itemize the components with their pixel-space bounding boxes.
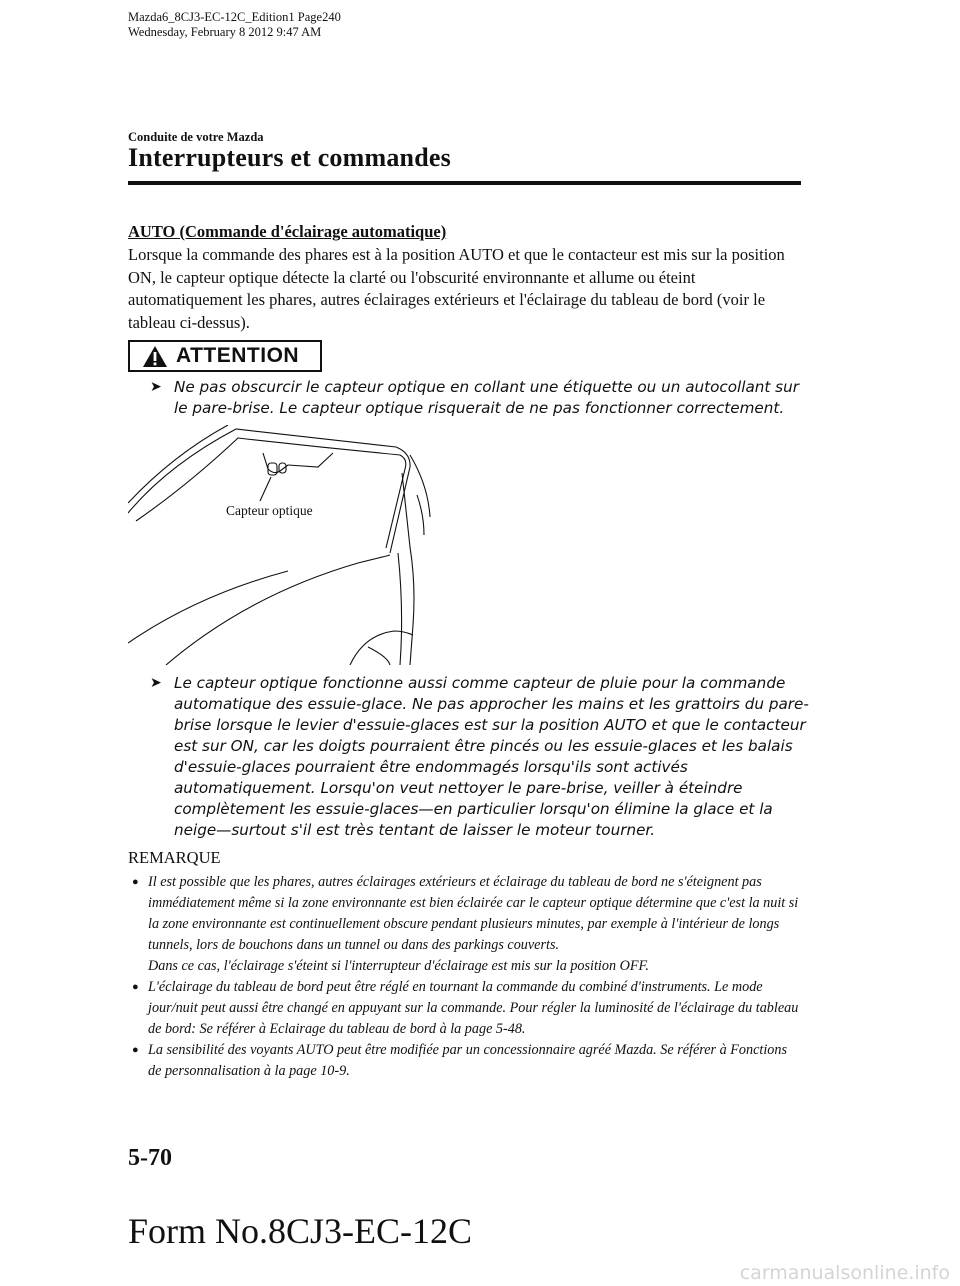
page-title: Interrupteurs et commandes — [128, 143, 451, 172]
print-header-date: Wednesday, February 8 2012 9:47 AM — [128, 25, 322, 39]
note-text: L'éclairage du tableau de bord peut être réglé en tournant la commande du combiné d'instruments. Le mode jour/nuit peut aussi être changé en appuyant sur la commande. Pour régler la luminosité de l'éclairage du tableau de bord: Se référer à Eclairage du tableau de bord à la page 5-48. — [148, 979, 799, 1037]
remarque-title: REMARQUE — [128, 848, 221, 867]
remarque-list — [128, 872, 803, 1082]
arrow-bullet-icon: ➤ — [150, 675, 162, 691]
bullet-icon: ● — [132, 1044, 139, 1056]
bullet-icon: ● — [132, 876, 139, 888]
print-header — [128, 10, 341, 40]
attention-text: Le capteur optique fonctionne aussi comme capteur de pluie pour la commande automatique des essuie-glace. Ne pas approcher les mains et les grattoirs du pare-brise lorsque le levier d'essuie-glaces est sur la position AUTO et que le contacteur est sur ON, car les doigts pourraient être pincés ou les essuie-glaces et les balais d'essuie-glaces pourraient être endommagés lorsqu'ils sont activés automatiquement. Lorsqu'on veut nettoyer le pare-brise, veiller à éteindre complètement les essuie-glaces—en particulier lorsqu'on élimine la glace et la neige—surtout s'il est très tentant de laisser le moteur tourner. — [174, 674, 809, 839]
attention-item-1 — [150, 377, 810, 419]
list-item — [128, 1040, 803, 1082]
body-paragraph: Lorsque la commande des phares est à la position AUTO et que le contacteur est mis sur la position ON, le capteur optique détecte la clarté ou l'obscurité environnante et allume ou éteint automatiquement les phares, autres éclairages extérieurs et l'éclairage du tableau de bord (voir le tableau ci-dessus). — [128, 245, 785, 332]
form-number: Form No.8CJ3-EC-12C — [128, 1211, 473, 1251]
note-extra-text: Dans ce cas, l'éclairage s'éteint si l'interrupteur d'éclairage est mis sur la position OFF. — [148, 958, 649, 974]
windshield-illustration — [128, 425, 438, 665]
subheading: AUTO (Commande d'éclairage automatique) — [128, 222, 447, 241]
print-header-file: Mazda6_8CJ3-EC-12C_Edition1 Page240 — [128, 10, 341, 24]
page-number: 5-70 — [128, 1145, 172, 1171]
note-text: Il est possible que les phares, autres éclairages extérieurs et éclairage du tableau de bord ne s'éteignent pas immédiatement même si la zone environnante est bien éclairée car le capteur optique détermine que c'est la nuit si la zone environnante est continuellement obscure pendant plusieurs minutes, par exemple à l'intérieur de longs tunnels, lors de bouchons dans un tunnel ou dans des parkings couverts. — [148, 874, 799, 953]
bullet-icon: ● — [132, 981, 139, 993]
title-rule — [128, 181, 801, 185]
list-item — [128, 977, 803, 1040]
attention-item-2 — [150, 673, 810, 841]
section-label: Conduite de votre Mazda — [128, 130, 264, 144]
figure-label: Capteur optique — [226, 503, 313, 518]
arrow-bullet-icon: ➤ — [150, 379, 162, 395]
watermark: carmanualsonline.info — [739, 1262, 950, 1284]
list-item — [128, 872, 803, 956]
attention-label: ATTENTION — [176, 344, 300, 367]
note-text: La sensibilité des voyants AUTO peut être modifiée par un concessionnaire agréé Mazda. Se référer à Fonctions de personnalisation à la page 10-9. — [148, 1042, 787, 1079]
attention-text: Ne pas obscurcir le capteur optique en collant une étiquette ou un autocollant sur le pare-brise. Le capteur optique risquerait de ne pas fonctionner correctement. — [174, 378, 799, 417]
warning-triangle-icon — [142, 345, 168, 368]
attention-box — [128, 340, 322, 372]
